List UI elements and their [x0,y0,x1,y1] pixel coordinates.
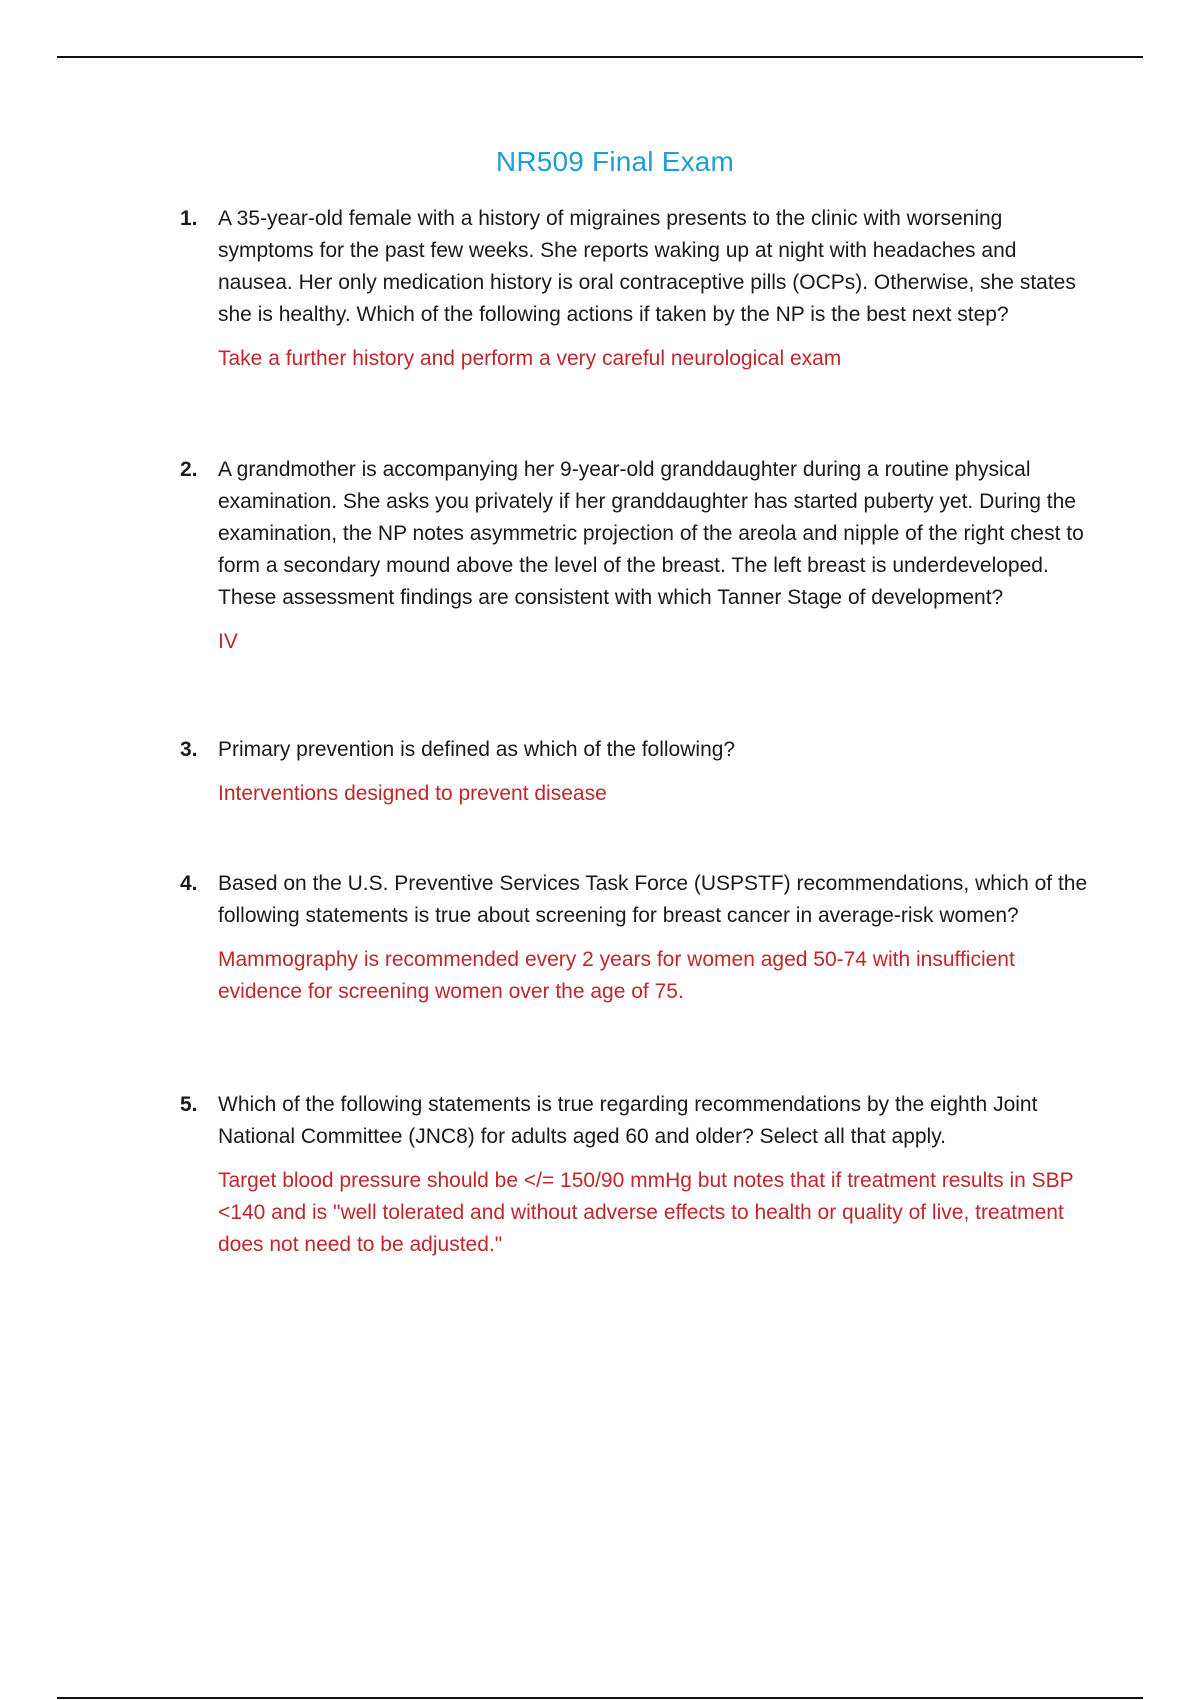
question-number: 5. [180,1093,198,1116]
question-text: Which of the following statements is true regarding recommendations by the eighth Joint National Committee (JNC8) for adults aged 60 and older? Select all that apply. [218,1093,1038,1148]
answer-text: Take a further history and perform a very careful neurological exam [218,347,842,370]
question-text: Primary prevention is defined as which of the following? [218,738,736,761]
question-item [170,734,1090,810]
answer-text: Interventions designed to prevent disease [218,782,607,805]
document-title: NR509 Final Exam [495,146,735,177]
question-text: A 35-year-old female with a history of migraines presents to the clinic with worsening symptoms for the past few weeks. She reports waking up at night with headaches and nausea. Her only medication history is oral contraceptive pills (OCPs). Otherwise, she states she is healthy. Which of the following actions if taken by the NP is the best next step? [218,207,1076,326]
top-rule [57,56,1143,58]
question-item [170,454,1090,658]
answer-text: Mammography is recommended every 2 years for women aged 50-74 with insufficient evidence for screening women over the age of 75. [218,948,1015,1003]
question-number: 4. [180,872,198,895]
bottom-rule [57,1697,1143,1699]
question-number: 3. [180,738,198,761]
answer-text: Target blood pressure should be </= 150/90 mmHg but notes that if treatment results in SBP <140 and is "well tolerated and without adverse effects to health or quality of live, treatment does not need to be adjusted." [218,1169,1074,1256]
question-text: Based on the U.S. Preventive Services Task Force (USPSTF) recommendations, which of the following statements is true about screening for breast cancer in average-risk women? [218,872,1088,927]
question-number: 2. [180,458,198,481]
question-item [170,1089,1090,1261]
question-text: A grandmother is accompanying her 9-year-old granddaughter during a routine physical examination. She asks you privately if her granddaughter has started puberty yet. During the examination, the NP notes asymmetric projection of the areola and nipple of the right chest to form a secondary mound above the level of the breast. The left breast is underdeveloped. These assessment findings are consistent with which Tanner Stage of development? [218,458,1084,609]
answer-text: IV [218,630,238,653]
question-item [170,868,1090,1008]
question-number: 1. [180,207,198,230]
question-item [170,203,1090,375]
